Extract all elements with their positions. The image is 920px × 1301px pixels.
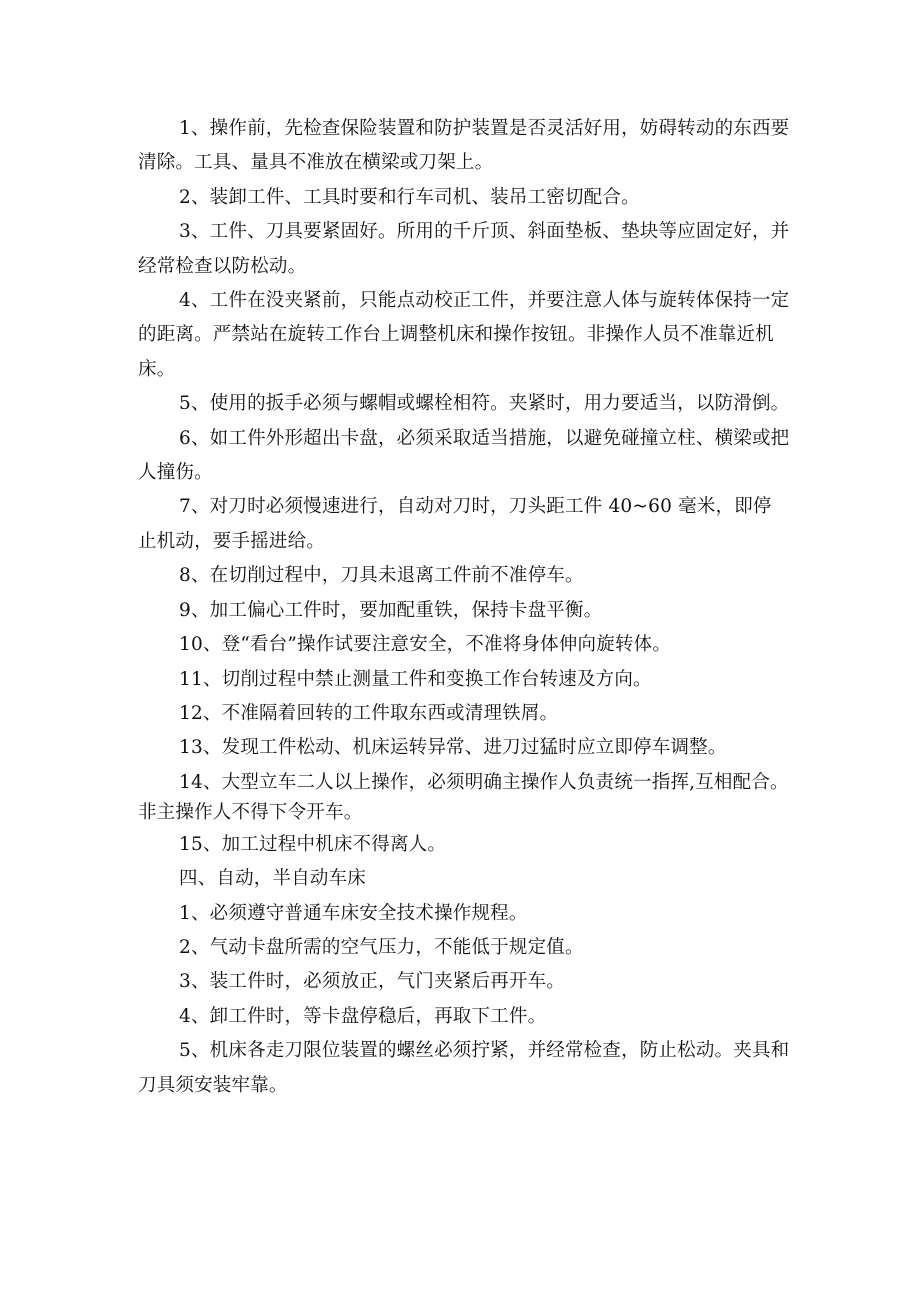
paragraph-6: 6、如工件外形超出卡盘，必须采取适当措施，以避免碰撞立柱、横梁或把人撞伤。: [138, 427, 790, 484]
paragraph-3: 3、工件、刀具要紧固好。所用的千斤顶、斜面垫板、垫块等应固定好，并经常检查以防松动。: [138, 221, 790, 277]
paragraph-17: 1、必须遵守普通车床安全技术操作规程。: [179, 902, 528, 924]
section-heading: 四、自动，半自动车床: [179, 868, 367, 890]
paragraph-2: 2、装卸工件、工具时要和行车司机、装吊工密切配合。: [179, 186, 640, 208]
paragraph-14: 14、大型立车二人以上操作，必须明确主操作人负责统一指挥,互相配合。非主操作人不得下令开车。: [138, 771, 789, 823]
paragraph-9: 9、加工偏心工件时，要加配重铁，保持卡盘平衡。: [179, 599, 603, 621]
paragraph-15: 15、加工过程中机床不得离人。: [179, 833, 447, 855]
paragraph-18: 2、气动卡盘所需的空气压力，不能低于规定值。: [179, 936, 584, 958]
paragraph-21: 5、机床各走刀限位装置的螺丝必须拧紧，并经常检查，防止松动。夹具和刀具须安装牢靠。: [138, 1040, 790, 1096]
paragraph-7: 7、对刀时必须慢速进行，自动对刀时，刀头距工件 40~60 毫米，即停止机动，要手摇进给。: [138, 496, 772, 552]
paragraph-19: 3、装工件时，必须放正，气门夹紧后再开车。: [179, 971, 565, 993]
paragraph-11: 11、切削过程中禁止测量工件和变换工作台转速及方向。: [179, 668, 652, 690]
paragraph-13: 13、发现工件松动、机床运转异常、进刀过猛时应立即停车调整。: [179, 737, 727, 759]
paragraph-4: 4、工件在没夹紧前，只能点动校正工件，并要注意人体与旋转体保持一定的距离。严禁站在旋转工作台上调整机床和操作按钮。非操作人员不准靠近机床。: [138, 290, 790, 380]
paragraph-5: 5、使用的扳手必须与螺帽或螺栓相符。夹紧时，用力要适当，以防滑倒。: [179, 393, 790, 415]
paragraph-1: 1、操作前，先检查保险装置和防护装置是否灵活好用，妨碍转动的东西要清除。工具、量具不准放在横梁或刀架上。: [138, 118, 790, 174]
paragraph-20: 4、卸工件时，等卡盘停稳后，再取下工件。: [179, 1005, 547, 1027]
paragraph-10: 10、登“看台”操作试要注意安全，不准将身体伸向旋转体。: [179, 634, 672, 656]
paragraph-12: 12、不准隔着回转的工件取东西或清理铁屑。: [179, 702, 559, 724]
paragraph-8: 8、在切削过程中，刀具未退离工件前不准停车。: [179, 565, 584, 587]
document-body: [138, 112, 790, 1103]
